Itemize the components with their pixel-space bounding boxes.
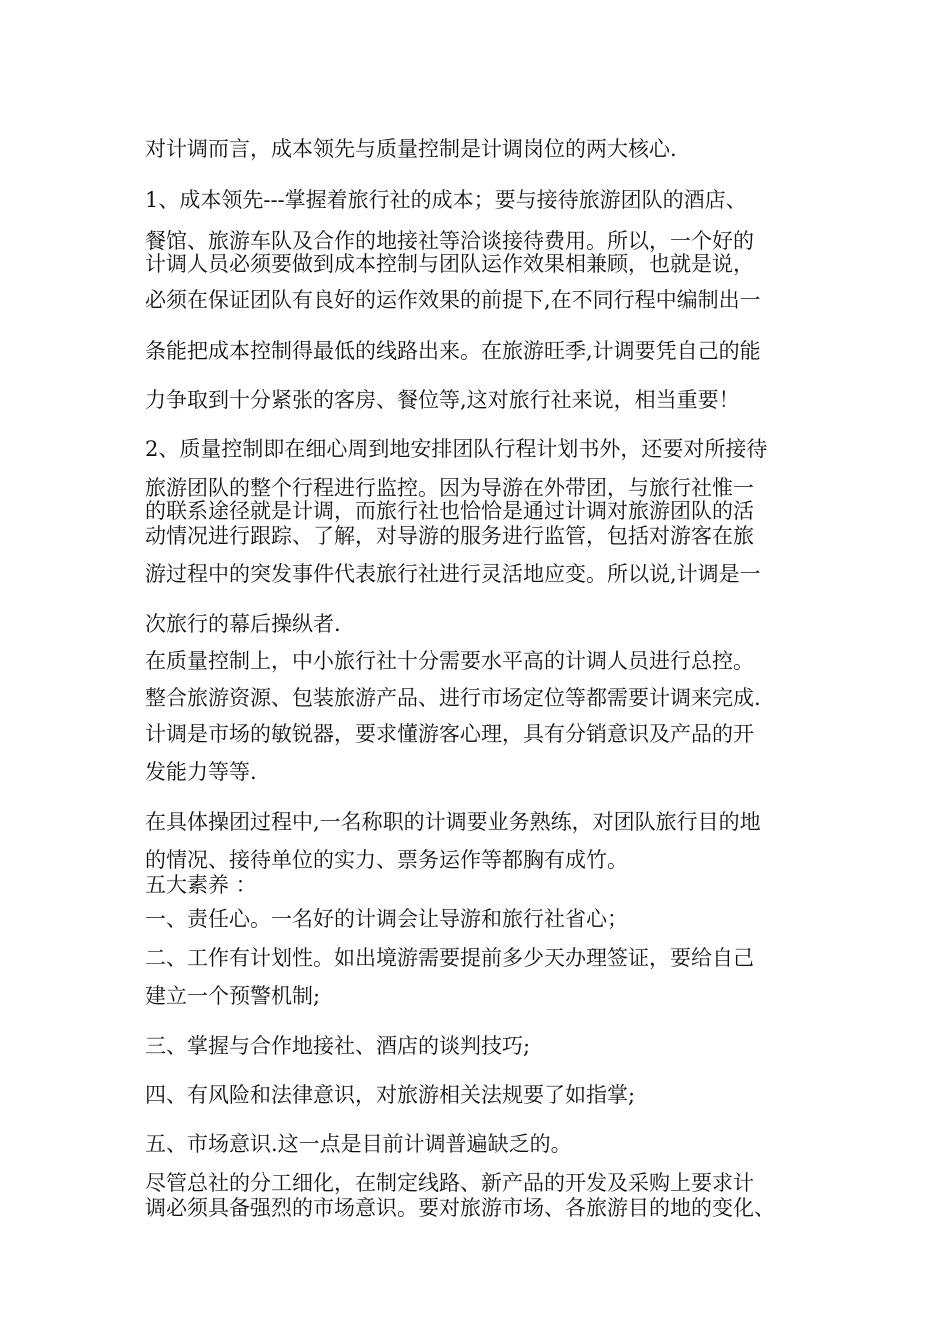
- text-line: 计调是市场的敏锐器，要求懂游客心理，具有分销意识及产品的开: [145, 722, 754, 746]
- text-line: 五大素养 ：: [145, 873, 257, 897]
- text-line: 一、责任心。一名好的计调会让导游和旅行社省心；: [145, 907, 628, 931]
- text-line: 次旅行的幕后操纵者.: [145, 612, 341, 636]
- text-line: 发能力等等.: [145, 760, 257, 784]
- text-line: 建立一个预警机制;: [145, 984, 321, 1008]
- text-line: 对计调而言，成本领先与质量控制是计调岗位的两大核心.: [145, 137, 677, 161]
- text-line: 1、成本领先---掌握着旅行社的成本；要与接待旅游团队的酒店、: [145, 188, 747, 212]
- text-line: 游过程中的突发事件代表旅行社进行灵活地应变。所以说,计调是一: [145, 562, 761, 586]
- text-line: 的情况、接待单位的实力、票务运作等都胸有成竹。: [145, 848, 628, 872]
- text-line: 条能把成本控制得最低的线路出来。在旅游旺季,计调要凭自己的能: [145, 339, 761, 363]
- text-line: 在具体操团过程中,一名称职的计调要业务熟练，对团队旅行目的地: [145, 810, 761, 834]
- text-line: 调必须具备强烈的市场意识。要对旅游市场、各旅游目的地的变化、: [145, 1196, 775, 1220]
- text-line: 尽管总社的分工细化，在制定线路、新产品的开发及采购上要求计: [145, 1171, 754, 1195]
- text-line: 的联系途径就是计调，而旅行社也恰恰是通过计调对旅游团队的活: [145, 499, 754, 523]
- text-line: 餐馆、旅游车队及合作的地接社等洽谈接待费用。所以，一个好的: [145, 229, 754, 253]
- text-line: 动情况进行跟踪、了解，对导游的服务进行监管，包括对游客在旅: [145, 524, 754, 548]
- text-line: 四、有风险和法律意识，对旅游相关法规要了如指掌;: [145, 1083, 636, 1107]
- text-line: 计调人员必须要做到成本控制与团队运作效果相兼顾，也就是说，: [145, 252, 754, 276]
- text-line: 二、工作有计划性。如出境游需要提前多少天办理签证，要给自己: [145, 946, 754, 970]
- text-line: 在质量控制上，中小旅行社十分需要水平高的计调人员进行总控。: [145, 649, 754, 673]
- text-line: 2、质量控制即在细心周到地安排团队行程计划书外，还要对所接待: [145, 437, 768, 461]
- text-line: 旅游团队的整个行程进行监控。因为导游在外带团，与旅行社惟一: [145, 476, 754, 500]
- text-line: 五、市场意识.这一点是目前计调普遍缺乏的。: [145, 1132, 572, 1156]
- text-line: 力争取到十分紧张的客房、餐位等,这对旅行社来说，相当重要！: [145, 388, 740, 412]
- text-line: 整合旅游资源、包装旅游产品、进行市场定位等都需要计调来完成.: [145, 686, 761, 710]
- text-line: 必须在保证团队有良好的运作效果的前提下,在不同行程中编制出一: [145, 288, 761, 312]
- text-line: 三、掌握与合作地接社、酒店的谈判技巧;: [145, 1034, 531, 1058]
